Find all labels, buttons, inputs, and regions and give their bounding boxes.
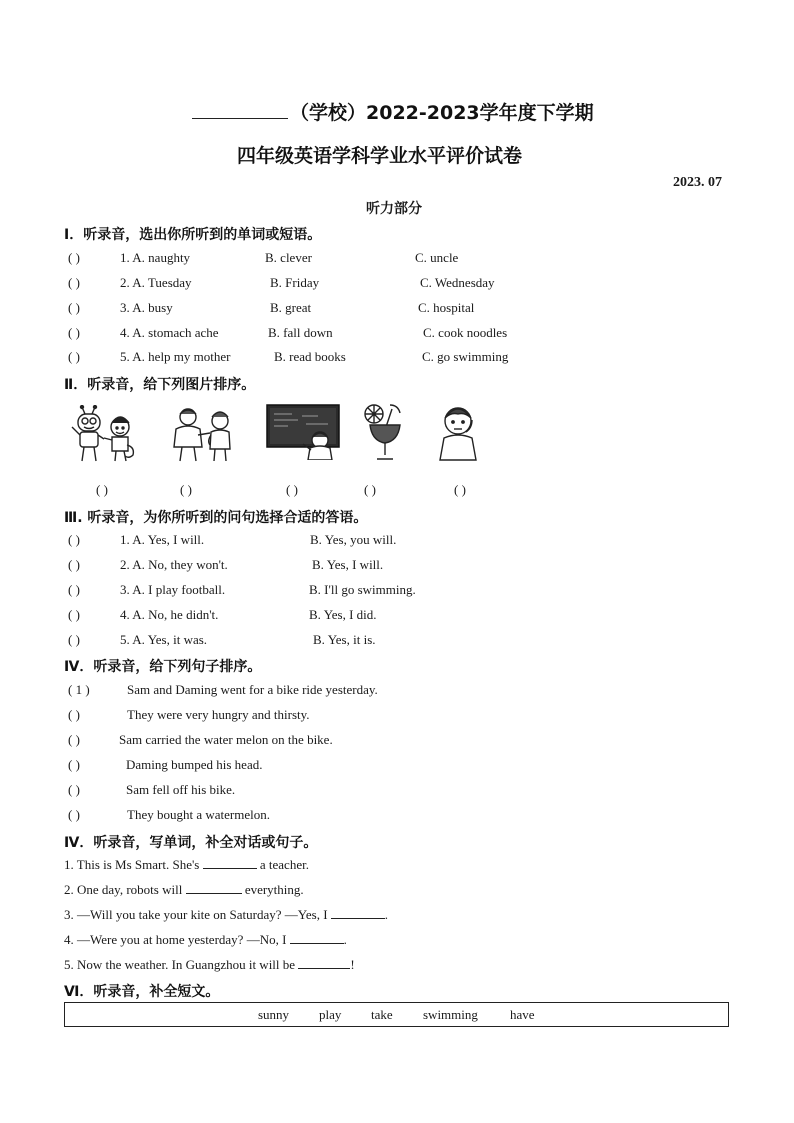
sentence-after: . [384, 907, 389, 922]
section-2-title: Ⅱ．听录音，给下列图片排序。 [64, 377, 256, 393]
list-item [64, 957, 355, 973]
option-b: B. read books [274, 349, 346, 364]
option-b: B. Yes, you will. [310, 532, 397, 547]
word-bank-word: swimming [423, 1007, 478, 1022]
option-b: B. Yes, I did. [309, 607, 377, 622]
list-item [64, 932, 347, 948]
sentence-text: Sam and Daming went for a bike ride yesterday. [127, 682, 378, 697]
answer-paren[interactable]: ( ) [68, 557, 80, 572]
exam-title: 四年级英语学科学业水平评价试卷 [237, 145, 523, 167]
answer-paren[interactable]: ( ) [68, 532, 80, 547]
fill-blank[interactable] [290, 932, 344, 944]
picture-answer-paren-5[interactable]: ( ) [454, 482, 466, 497]
answer-paren[interactable]: ( ) [68, 582, 80, 597]
sentence-after: ! [350, 957, 355, 972]
sentence-before: 5. Now the weather. In Guangzhou it will be [64, 957, 299, 972]
listening-part-heading: 听力部分 [366, 201, 422, 217]
sentence-text: They bought a watermelon. [127, 807, 270, 822]
option-a: 1. A. naughty [120, 250, 191, 265]
option-b: B. fall down [268, 325, 333, 340]
answer-paren[interactable]: ( ) [68, 732, 80, 747]
sentence-text: They were very hungry and thirsty. [127, 707, 310, 722]
robot-and-boy-picture [68, 405, 142, 463]
option-b: B. I'll go swimming. [309, 582, 416, 597]
sentence-before: 4. —Were you at home yesterday? —No, I [64, 932, 290, 947]
option-b: B. great [270, 300, 312, 315]
sentence-after: . [343, 932, 347, 947]
picture-answer-paren-1[interactable]: ( ) [96, 482, 108, 497]
option-a: 3. A. busy [120, 300, 173, 315]
blackboard-teacher-picture [266, 404, 340, 460]
section-6-title: Ⅵ．听录音，补全短文。 [64, 984, 220, 1000]
option-c: C. hospital [418, 300, 475, 315]
option-a: 4. A. stomach ache [120, 325, 219, 340]
answer-paren[interactable]: ( ) [68, 325, 80, 340]
fill-blank[interactable] [298, 957, 350, 969]
word-bank-word: take [371, 1007, 393, 1022]
option-c: C. uncle [415, 250, 459, 265]
fill-blank[interactable] [186, 882, 242, 894]
option-c: C. Wednesday [420, 275, 495, 290]
option-c: C. cook noodles [423, 325, 508, 340]
option-a: 2. A. Tuesday [120, 275, 192, 290]
option-b: B. clever [265, 250, 312, 265]
exam-date: 2023. 07 [673, 175, 722, 190]
answer-paren[interactable]: ( ) [68, 300, 80, 315]
answer-paren[interactable]: ( ) [68, 632, 80, 647]
sentence-before: 3. —Will you take your kite on Saturday? —Yes, I [64, 907, 331, 922]
picture-answer-paren-2[interactable]: ( ) [180, 482, 192, 497]
answer-paren[interactable]: ( ) [68, 807, 80, 822]
school-title-line [192, 98, 594, 125]
sentence-text: Daming bumped his head. [126, 757, 263, 772]
option-c: C. go swimming [422, 349, 509, 364]
section-4-title: Ⅳ．听录音，给下列句子排序。 [64, 659, 262, 675]
title-line1-text: （学校）2022-2023学年度下学期 [290, 102, 594, 124]
sentence-before: 2. One day, robots will [64, 882, 186, 897]
option-b: B. Yes, it is. [313, 632, 376, 647]
answer-paren[interactable]: ( ) [68, 250, 80, 265]
answer-paren[interactable]: ( ) [68, 275, 80, 290]
answer-paren[interactable]: ( 1 ) [68, 682, 90, 697]
sentence-text: Sam fell off his bike. [126, 782, 236, 797]
list-item [64, 907, 388, 923]
fill-blank[interactable] [203, 857, 257, 869]
sentence-after: everything. [241, 882, 304, 897]
list-item [64, 857, 309, 873]
word-bank-word: play [319, 1007, 342, 1022]
two-people-picture [168, 405, 240, 463]
section-3-title: Ⅲ. 听录音，为你所听到的问句选择合适的答语。 [64, 510, 368, 526]
word-bank-box [64, 1002, 729, 1027]
option-b: B. Yes, I will. [312, 557, 384, 572]
option-a: 1. A. Yes, I will. [120, 532, 205, 547]
school-name-blank[interactable] [192, 102, 288, 119]
option-b: B. Friday [270, 275, 320, 290]
picture-answer-paren-4[interactable]: ( ) [364, 482, 376, 497]
word-bank-word: sunny [258, 1007, 290, 1022]
cold-drink-picture [362, 403, 408, 463]
option-a: 4. A. No, he didn't. [120, 607, 219, 622]
answer-paren[interactable]: ( ) [68, 757, 80, 772]
option-a: 5. A. Yes, it was. [120, 632, 208, 647]
option-a: 5. A. help my mother [120, 349, 231, 364]
answer-paren[interactable]: ( ) [68, 607, 80, 622]
sentence-after: a teacher. [256, 857, 309, 872]
answer-paren[interactable]: ( ) [68, 782, 80, 797]
sentence-before: 1. This is Ms Smart. She's [64, 857, 203, 872]
option-a: 3. A. I play football. [120, 582, 226, 597]
section-1-title: Ⅰ．听录音，选出你所听到的单词或短语。 [64, 227, 322, 243]
sentence-text: Sam carried the water melon on the bike. [119, 732, 333, 747]
list-item [64, 882, 304, 898]
option-a: 2. A. No, they won't. [120, 557, 228, 572]
section-5-title: Ⅳ．听录音，写单词，补全对话或句子。 [64, 835, 318, 851]
picture-answer-paren-3[interactable]: ( ) [286, 482, 298, 497]
answer-paren[interactable]: ( ) [68, 349, 80, 364]
answer-paren[interactable]: ( ) [68, 707, 80, 722]
fill-blank[interactable] [331, 907, 385, 919]
boy-thinking-picture [436, 404, 482, 462]
word-bank-word: have [510, 1007, 535, 1022]
